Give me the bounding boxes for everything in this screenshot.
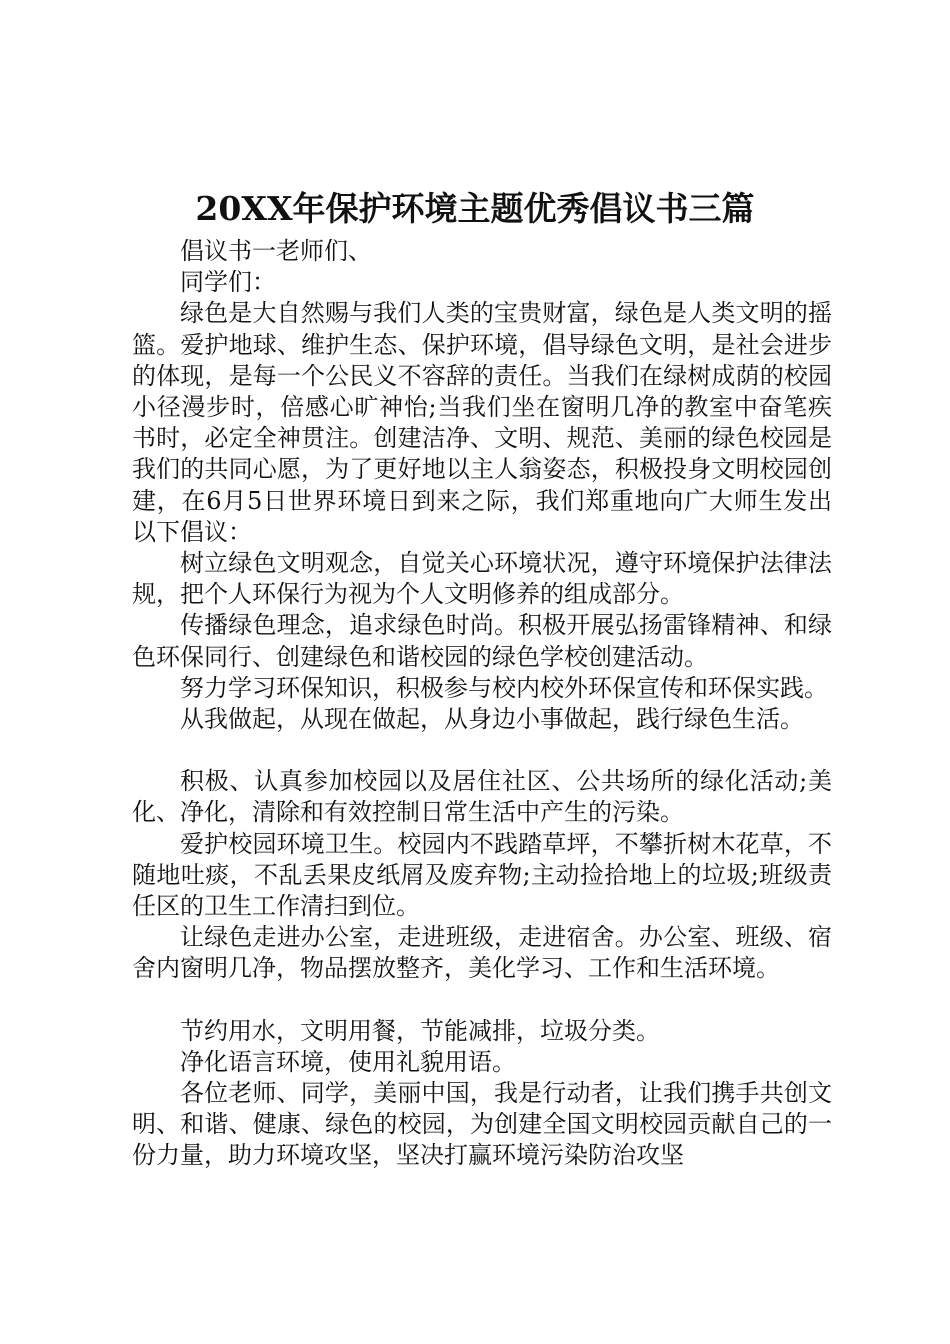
intro-paragraph: 绿色是大自然赐与我们人类的宝贵财富，绿色是人类文明的摇篮。爱护地球、维护生态、保护环境，倡导绿色文明，是社会进步的体现，是每一个公民义不容辞的责任。当我们在绿树成荫的校园小径漫步时，倍感心旷神怡;当我们坐在窗明几净的教室中奋笔疾书时，必定全神贯注。创建洁净、文明、规范、美丽的绿色校园是我们的共同心愿，为了更好地以主人翁姿态，积极投身文明校园创建，在6月5日世界环境日到来之际，我们郑重地向广大师生发出以下倡议： [132,299,832,546]
document-title: 20XX年保护环境主题优秀倡议书三篇 [195,189,755,228]
proposal-paragraph: 积极、认真参加校园以及居住社区、公共场所的绿化活动;美化、净化，清除和有效控制日常生活中产生的污染。 [132,767,832,827]
proposal-paragraph: 努力学习环保知识，积极参与校内校外环保宣传和环保实践。 [180,673,828,702]
proposal-paragraph: 让绿色走进办公室，走进班级，走进宿舍。办公室、班级、宿舍内窗明几净，物品摆放整齐，美化学习、工作和生活环境。 [132,923,832,983]
closing-paragraph: 各位老师、同学，美丽中国，我是行动者，让我们携手共创文明、和谐、健康、绿色的校园，为创建全国文明校园贡献自己的一份力量，助力环境攻坚，坚决打赢环境污染防治攻坚 [132,1079,832,1170]
proposal-paragraph: 树立绿色文明观念，自觉关心环境状况，遵守环境保护法律法规，把个人环保行为视为个人文明修养的组成部分。 [132,549,832,609]
proposal-paragraph: 从我做起，从现在做起，从身边小事做起，践行绿色生活。 [180,705,804,734]
proposal-paragraph: 爱护校园环境卫生。校园内不践踏草坪，不攀折树木花草，不随地吐痰，不乱丢果皮纸屑及废弃物;主动捡拾地上的垃圾;班级责任区的卫生工作清扫到位。 [132,829,832,921]
proposal-paragraph: 净化语言环境，使用礼貌用语。 [180,1047,516,1076]
proposal-paragraph: 传播绿色理念，追求绿色时尚。积极开展弘扬雷锋精神、和绿色环保同行、创建绿色和谐校园的绿色学校创建活动。 [132,611,832,671]
salutation-line-1: 倡议书一老师们、 [180,237,372,265]
salutation-line-2: 同学们： [180,268,276,297]
document-body [132,236,832,1172]
proposal-paragraph: 节约用水，文明用餐，节能减排，垃圾分类。 [180,1016,660,1045]
